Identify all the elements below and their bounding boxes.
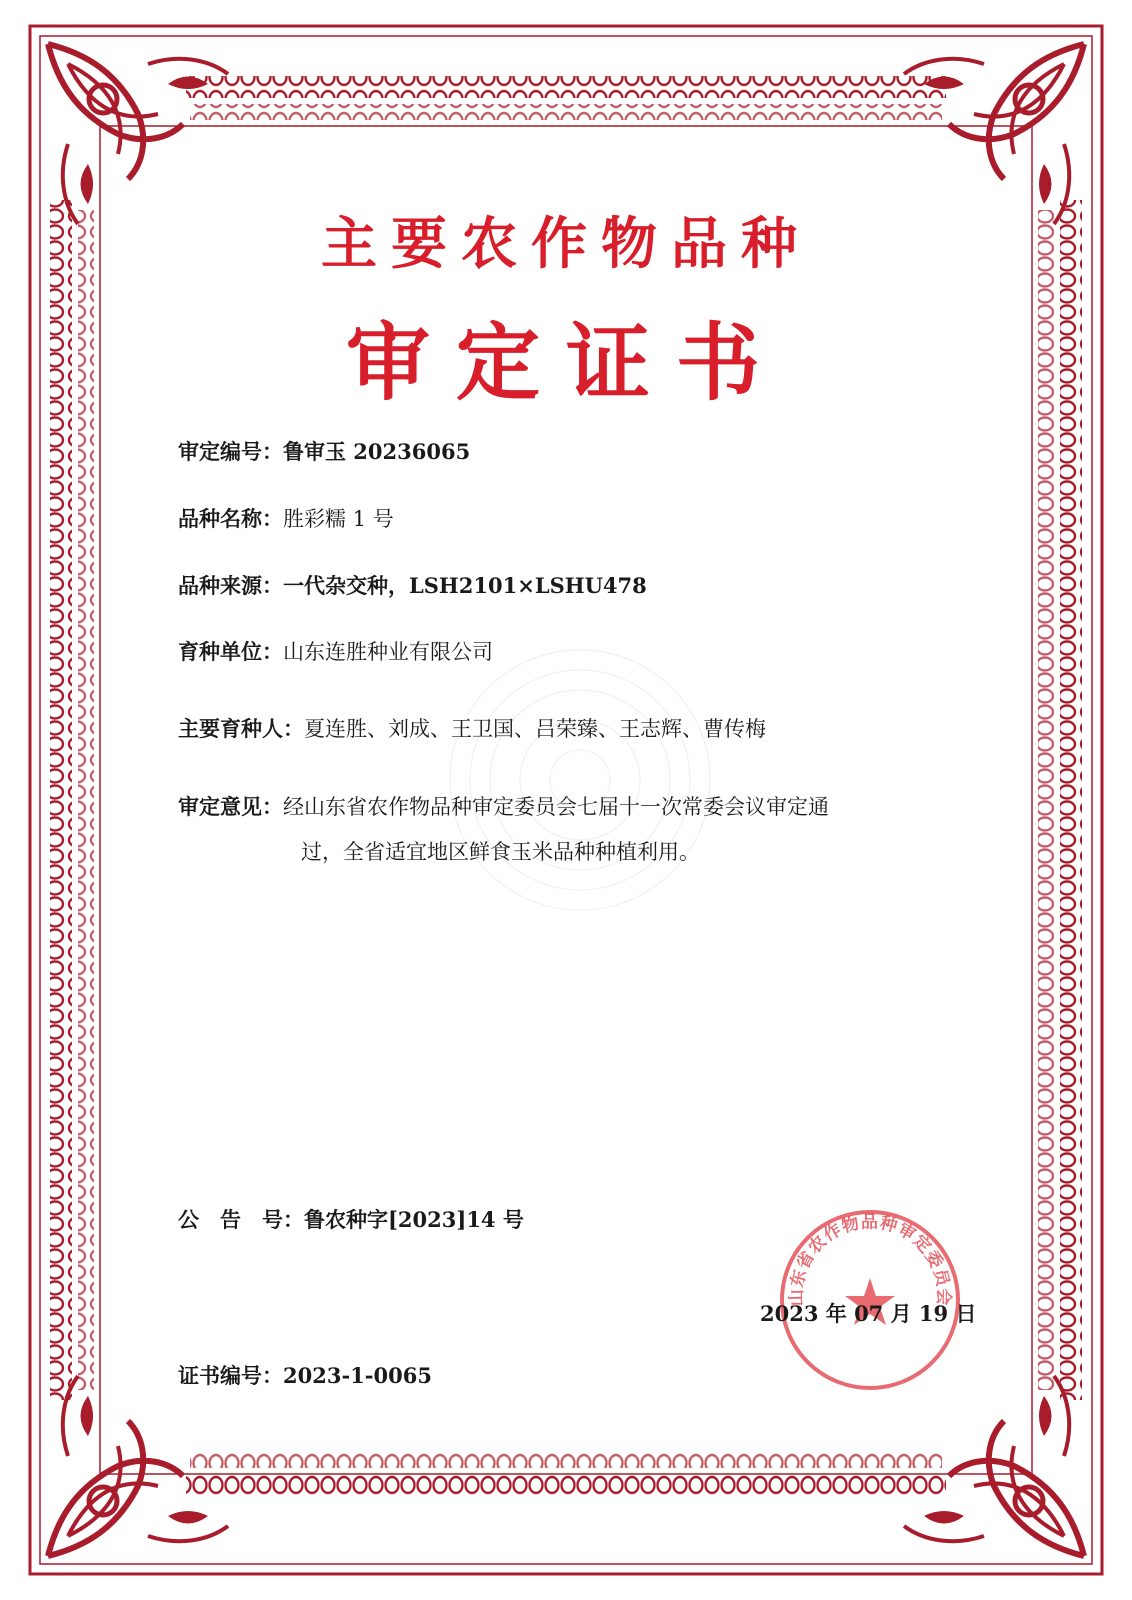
- field-approval-number: [178, 436, 470, 466]
- issue-date: 2023 年 07 月 19 日: [760, 1301, 977, 1326]
- field-value: 一代杂交种，LSH2101×LSHU478: [283, 573, 647, 598]
- field-variety-source: [178, 570, 647, 600]
- field-value: 山东连胜种业有限公司: [283, 640, 493, 664]
- field-label: 审定意见：: [178, 795, 283, 819]
- field-certificate-number: [178, 1360, 432, 1390]
- field-value: 胜彩糯 1 号: [283, 507, 394, 531]
- field-announcement-number: [178, 1204, 524, 1234]
- watermark-rosette: [440, 640, 720, 920]
- field-value: 鲁审玉 20236065: [283, 439, 471, 464]
- field-value: 2023-1-0065: [283, 1363, 432, 1388]
- field-approval-opinion: [178, 791, 829, 821]
- title-main-crop-variety: 主要农作物品种: [321, 212, 811, 277]
- field-value: 夏连胜、刘成、王卫国、吕荣臻、王志辉、曹传梅: [304, 717, 766, 741]
- field-variety-name: [178, 503, 394, 533]
- field-label: 审定编号：: [178, 440, 283, 464]
- field-label: 公 告 号：: [178, 1208, 304, 1232]
- field-label: 品种名称：: [178, 507, 283, 531]
- field-label: 主要育种人：: [178, 717, 304, 741]
- title-approval-certificate: 审定证书: [345, 313, 786, 412]
- seal-text: 山东省农作物品种审定委员会: [786, 1212, 954, 1307]
- field-label: 证书编号：: [178, 1364, 283, 1388]
- field-label: 育种单位：: [178, 640, 283, 664]
- field-value: 经山东省农作物品种审定委员会七届十一次常委会议审定通: [283, 795, 829, 819]
- field-breeding-unit: [178, 636, 493, 666]
- field-value: 鲁农种字[2023]14 号: [304, 1207, 524, 1232]
- field-approval-opinion-line2: 过，全省适宜地区鲜食玉米品种种植利用。: [301, 840, 700, 864]
- field-label: 品种来源：: [178, 574, 283, 598]
- field-main-breeders: [178, 713, 766, 743]
